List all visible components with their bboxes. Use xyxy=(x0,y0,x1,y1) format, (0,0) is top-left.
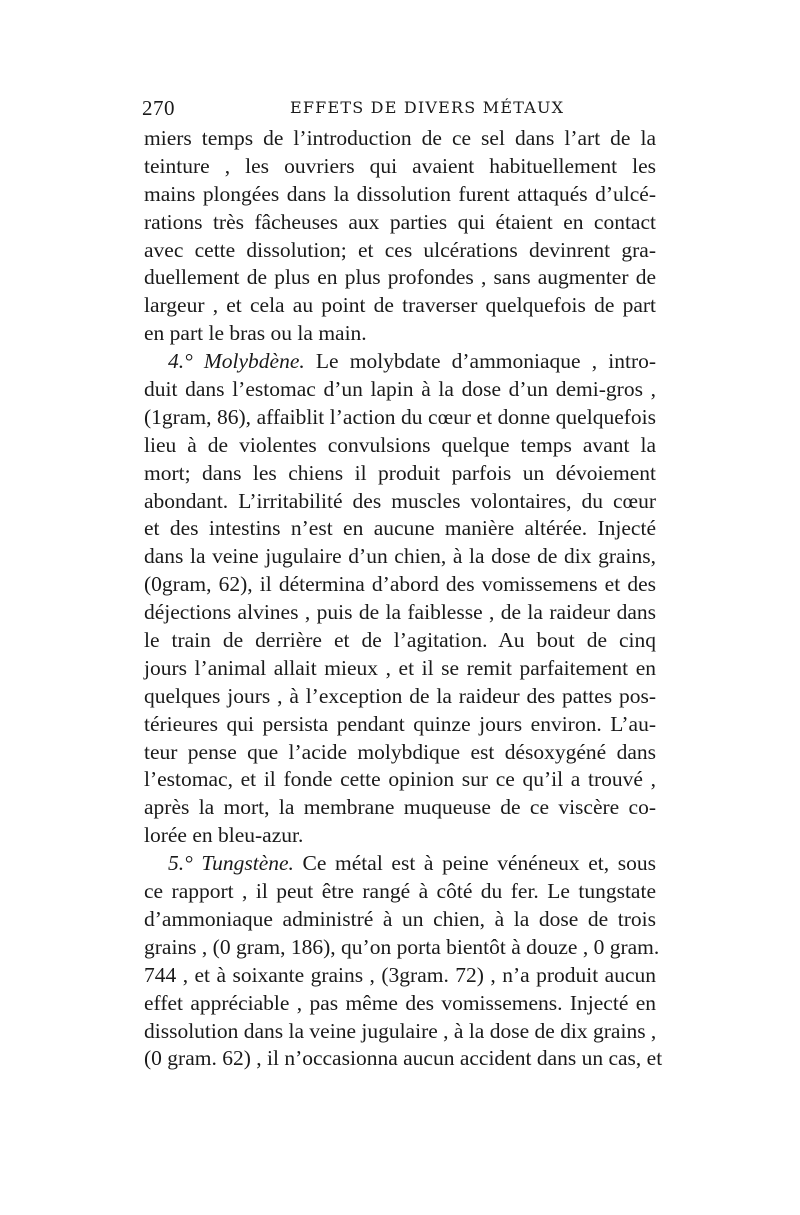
line-text: mort; dans les chiens il produit parfois un dévoiement xyxy=(144,460,656,485)
page-number: 270 xyxy=(142,96,175,120)
line-text: (1gram, 86), affaiblit l’action du cœur et donne quelquefois xyxy=(144,404,656,429)
text-line xyxy=(144,181,656,209)
line-text: jours l’animal allait mieux , et il se remit parfaitement en xyxy=(144,655,656,680)
line-text: déjections alvines , puis de la faiblesse , de la raideur dans xyxy=(144,600,656,625)
text-line xyxy=(144,739,656,767)
page-header xyxy=(142,96,662,126)
line-text: rations très fâcheuses aux parties qui étaient en contact xyxy=(144,209,656,234)
line-text: lieu à de violentes convulsions quelque temps avant la xyxy=(144,432,656,457)
text-line xyxy=(144,404,656,432)
line-text: en part le bras ou la main. xyxy=(144,321,367,346)
body-text xyxy=(144,125,663,1073)
line-text: effet appréciable , pas même des vomissemens. Injecté en xyxy=(144,990,656,1015)
line-text: grains , (0 gram, 186), qu’on porta bientôt à douze , 0 gram. xyxy=(144,934,660,959)
text-line xyxy=(144,125,656,153)
text-line xyxy=(144,822,656,850)
running-title: EFFETS DE DIVERS MÉTAUX xyxy=(290,98,565,117)
line-text: avec cette dissolution; et ces ulcérations devinrent gra- xyxy=(144,237,656,262)
line-text: duellement de plus en plus profondes , sans augmenter de xyxy=(144,265,656,290)
section-heading: 4.° Molybdène. xyxy=(168,349,305,374)
text-line xyxy=(144,432,656,460)
text-line xyxy=(144,906,656,934)
text-line xyxy=(144,794,656,822)
text-line xyxy=(144,292,656,320)
text-line xyxy=(144,264,656,292)
text-line xyxy=(144,320,656,348)
text-line xyxy=(144,683,656,711)
line-text: mains plongées dans la dissolution furent attaqués d’ulcé- xyxy=(144,181,656,206)
text-line xyxy=(144,348,656,376)
text-line xyxy=(144,571,656,599)
line-text: et des intestins n’est en aucune manière altérée. Injecté xyxy=(144,516,656,541)
line-text: lorée en bleu-azur. xyxy=(144,823,304,848)
section-heading: 5.° Tungstène. xyxy=(168,851,294,876)
text-line xyxy=(144,655,656,683)
text-line xyxy=(144,376,656,404)
line-text: térieures qui persista pendant quinze jours environ. L’au- xyxy=(144,711,656,736)
text-line xyxy=(144,850,656,878)
text-line xyxy=(144,627,656,655)
text-line xyxy=(144,599,656,627)
line-text: l’estomac, et il fonde cette opinion sur ce qu’il a trouvé , xyxy=(144,767,656,792)
line-text: Ce métal est à peine vénéneux et, sous xyxy=(293,851,656,876)
text-line xyxy=(144,711,656,739)
text-line xyxy=(144,990,656,1018)
line-text: miers temps de l’introduction de ce sel dans l’art de la xyxy=(144,126,656,150)
line-text: teinture , les ouvriers qui avaient habituellement les xyxy=(144,153,656,178)
line-text: duit dans l’estomac d’un lapin à la dose d’un demi-gros , xyxy=(144,377,656,402)
line-text: Le molybdate d’ammoniaque , intro- xyxy=(304,349,657,374)
text-line xyxy=(144,934,660,962)
text-line xyxy=(144,543,656,571)
text-line xyxy=(144,1045,663,1073)
text-line xyxy=(144,766,656,794)
line-text: 744 , et à soixante grains , (3gram. 72) , n’a produit aucun xyxy=(144,962,656,987)
line-text: après la mort, la membrane muqueuse de ce viscère co- xyxy=(144,795,656,820)
line-text: quelques jours , à l’exception de la raideur des pattes pos- xyxy=(144,683,656,708)
text-line xyxy=(144,515,656,543)
line-text: abondant. L’irritabilité des muscles volontaires, du cœur xyxy=(144,488,656,513)
line-text: ce rapport , il peut être rangé à côté du fer. Le tungstate xyxy=(144,879,656,904)
line-text: largeur , et cela au point de traverser quelquefois de part xyxy=(144,293,656,318)
line-text: d’ammoniaque administré à un chien, à la dose de trois xyxy=(144,906,656,931)
text-line xyxy=(144,1018,656,1046)
line-text: (0 gram. 62) , il n’occasionna aucun accident dans un cas, et xyxy=(144,1046,663,1071)
line-text: (0gram, 62), il détermina d’abord des vomissemens et des xyxy=(144,572,656,597)
text-line xyxy=(144,153,656,181)
text-line xyxy=(144,878,656,906)
line-text: dans la veine jugulaire d’un chien, à la dose de dix grains, xyxy=(144,544,656,569)
line-text: le train de derrière et de l’agitation. Au bout de cinq xyxy=(144,628,656,653)
text-line xyxy=(144,237,656,265)
text-line xyxy=(144,962,656,990)
line-text: teur pense que l’acide molybdique est désoxygéné dans xyxy=(144,739,656,764)
text-line xyxy=(144,488,656,516)
text-line xyxy=(144,460,656,488)
line-text: dissolution dans la veine jugulaire , à la dose de dix grains , xyxy=(144,1018,657,1043)
text-line xyxy=(144,209,656,237)
